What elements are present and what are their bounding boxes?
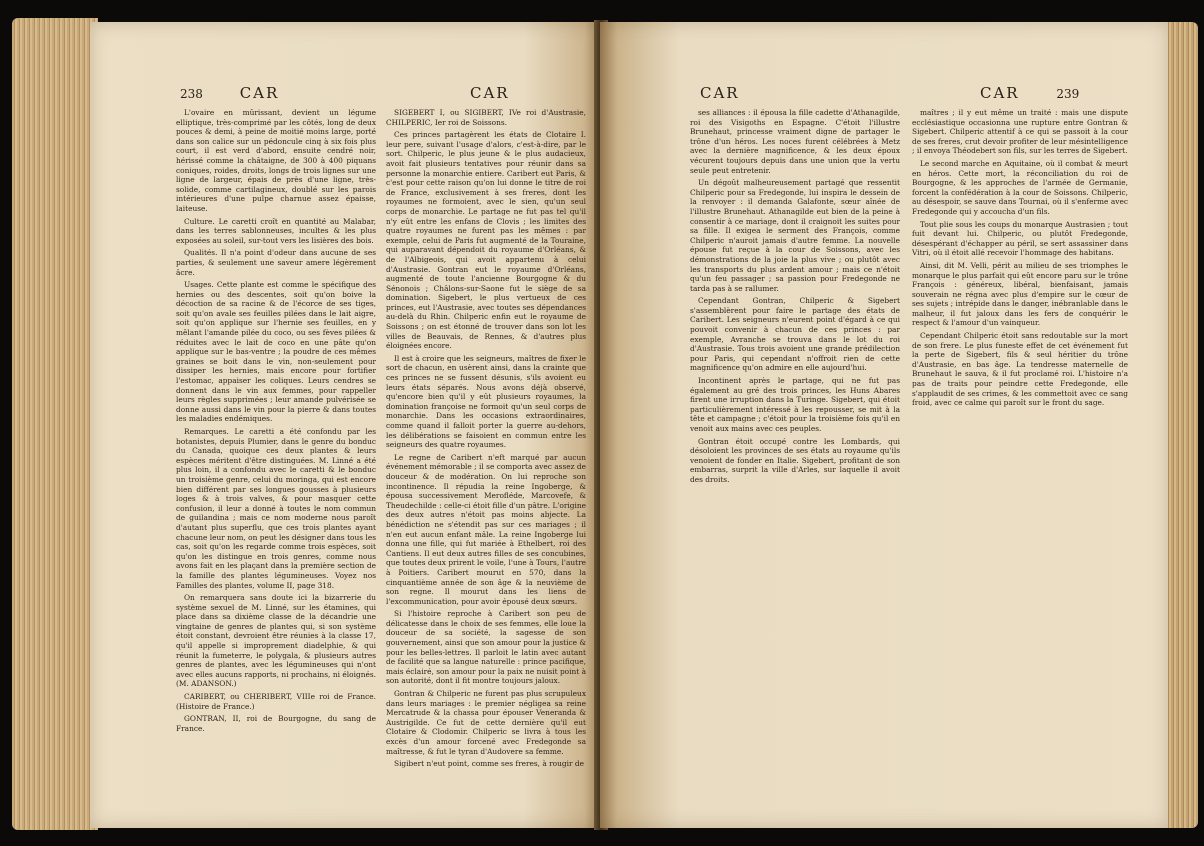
paragraph: Tout plie sous les coups du monarque Austrasien ; tout fuit devant lui. Chilperic, ou plutôt Fredegonde, désespérant d'échapper au péril, se sert assassiner dans Vitri, où il étoit allé recevoir l'hommage des habitans. — [912, 219, 1128, 258]
paragraph: maîtres ; il y eut même un traité : mais une dispute ecclésiastique occasionna une rupture entre Gontran & Sigebert. Chilperic attentif à ce qui se passoit à la cour de ses freres, crut devoir profiter de leur mésintelligence ; il envoya Théodebert son fils, sur les terres de Sigebert. — [912, 108, 1128, 156]
paragraph: On remarquera sans doute ici la bizarrerie du système sexuel de M. Linné, sur les étamines, qui place dans sa dixième classe de la décandrie une vingtaine de genres de plantes qui, si son système étoit constant, devroient être réunies à la classe 17, qu'il appelle si improprement diadelphie, & qui réunit la fumeterre, le polygala, & plusieurs autres genres de plantes, avec les légumineuses qui n'ont avec elles aucuns rapports, ni prochains, ni éloignés. (M. ADANSON.) — [176, 593, 376, 689]
paragraph: Gontran étoit occupé contre les Lombards, qui désoloient les provinces de ses états au royaume qu'ils venoient de fonder en Italie. Sigebert, profitant de son embarras, surprit la ville d'Arles, sur laquelle il avoit des droits. — [690, 436, 900, 484]
left-page-column-1 — [176, 108, 376, 808]
paragraph: Qualités. Il n'a point d'odeur dans aucune de ses parties, & seulement une saveur amere légèrement âcre. — [176, 248, 376, 277]
right-page-column-1 — [690, 108, 900, 808]
paragraph: SIGEBERT I, ou SIGIBERT, IVe roi d'Austrasie, CHILPERIC, Ier roi de Soissons. — [386, 108, 586, 127]
paragraph: Remarques. Le caretti a été confondu par les botanistes, depuis Plumier, dans le genre du bonduc du Canada, quoique ces deux plantes & leurs espèces méritent d'être distinguées. M. Linné a été plus loin, il a confondu avec le caretti & le bonduc un troisième genre, celui du moringa, qui est encore bien différent par ses longues gousses à plusieurs loges & à trois valves, & pour masquer cette confusion, il leur a donné à toutes le nom commun de guilandina ; mais ce nom moderne nous paroît d'autant plus superflu, que ces trois plantes ayant chacune leur nom, on peut les désigner dans tous les cas, soit qu'on les regarde comme trois espèces, soit qu'on les distingue en trois genres, comme nous avons fait en les plaçant dans la première section de la famille des plantes légumineuses. Voyez nos Familles des plantes, volume II, page 318. — [176, 427, 376, 590]
paragraph: Le second marche en Aquitaine, où il combat & meurt en héros. Cette mort, la réconciliation du roi de Bourgogne, & les approches de l'armée de Germanie, forcent la confédération à la cour de Soissons. Chilperic, au désespoir, se sauve dans Tournai, où il s'enferme avec Fredegonde qui y accoucha d'un fils. — [912, 158, 1128, 216]
open-book — [12, 8, 1198, 842]
paragraph: Si l'histoire reproche à Caribert son peu de délicatesse dans le choix de ses femmes, elle loue la douceur de sa société, la sagesse de son gouvernement, ainsi que son amour pour la justice & pour les belles-lettres. Il parloit le latin avec autant de facilité que sa langue naturelle : prince pacifique, mais éclairé, son amour pour la paix ne nuisit point à son autorité, dont il fit montre toujours jaloux. — [386, 609, 586, 686]
right-page-column-2 — [912, 108, 1128, 808]
paragraph: Usages. Cette plante est comme le spécifique des hernies ou des descentes, soit qu'on boive la décoction de sa racine & de l'écorce de ses tiges, soit qu'on avale ses feuilles pilées dans le lait aigre, soit qu'on applique sur l'hernie ses feuilles, en y mêlant l'amande pilée du coco, ou ses fèves pilées & réduites avec le lait de coco en une pâte qu'on applique sur le bas-ventre ; la poudre de ces mêmes graines se boit dans le vin, non-seulement pour dissiper les hernies, mais encore pour fortifier l'estomac, appaiser les coliques. Leurs cendres se donnent dans le vin aux femmes, pour rappeller leurs règles supprimées ; leur amande pulvérisée se donne aussi dans le vin pour la pierre & dans toutes les maladies endémiques. — [176, 280, 376, 424]
paragraph: Incontinent après le partage, qui ne fut pas également au gré des trois princes, les Huns Abares firent une irruption dans la Turinge. Sigebert, qui étoit particulièrement intéressé à les repousser, se mit à la tête et campagne ; c'étoit pour la troisième fois qu'il en venoit aux mains avec ces peuples. — [690, 376, 900, 433]
left-page-header — [180, 84, 279, 102]
right-page-edges — [1166, 22, 1198, 828]
left-running-head-1: CAR — [239, 84, 280, 102]
paragraph: Culture. Le caretti croît en quantité au Malabar, dans les terres sablonneuses, incultes & les plus exposées au soleil, sur-tout vers les lisières des bois. — [176, 216, 376, 245]
left-page-edges — [12, 18, 98, 830]
left-running-head-2: CAR — [470, 84, 510, 102]
paragraph: Cependant Gontran, Chilperic & Sigebert s'assemblèrent pour faire le partage des états de Caribert. Les seigneurs n'eurent point d'égard à ce qui pouvoit convenir à chacun de ces princes : par exemple, Avranche se trouva dans le lot du roi d'Austrasie. Tous trois avoient une grande prédilection pour Paris, qui cependant n'offroit rien de cette magnificence qu'on admire en elle aujourd'hui. — [690, 296, 900, 373]
paragraph: Cependant Chilperic étoit sans redoutable sur la mort de son frere. Le plus funeste effet de cet événement fut la perte de Sigebert, fils & seul héritier du trône d'Austrasie, en bas âge. La tendresse maternelle de Brunehaut le sauva, & il fut proclamé roi. L'histoire n'a pas de traits pour peindre cette Fredegonde, elle s'applaudit de ses crimes, & les commettoit avec ce sang froid, avec ce calme qui paroît sur le front du sage. — [912, 331, 1128, 408]
paragraph: Gontran & Chilperic ne furent pas plus scrupuleux dans leurs mariages : le premier négligea sa reine Mercatrude & la chassa pour épouser Veneranda & Austrigilde. Ce fut de cette dernière qu'il eut Clotaire & Clodomir. Chilperic se livra à tous les excès d'un amour forcené avec Fredegonde sa maîtresse, & fut le tyran d'Audovere sa femme. — [386, 689, 586, 756]
paragraph: GONTRAN, II, roi de Bourgogne, du sang de France. — [176, 714, 376, 733]
paragraph: Le regne de Caribert n'eft marqué par aucun événement mémorable ; il se comporta avec assez de douceur & de modération. On lui reproche son incontinence. Il répudia la reine Ingoberge, & épousa successivement Merofléde, Marcovefe, & Theudechilde : celle-ci étoit fille d'un pâtre. L'origine des deux autres n'étoit pas moins abjecte. La bénédiction ne s'étendit pas sur ces mariages ; il n'en eut aucun enfant mâle. La reine Ingoberge lui donna une fille, qui fut mariée à Ethelbert, roi des Cantiens. Il eut deux autres filles de ses concubines, que toutes deux prirent le voile, l'une à Tours, l'autre à Poitiers. Caribert mourut en 570, dans la cinquantième année de son âge & la neuvième de son regne. Il mourut dans les liens de l'excommunication, pour avoir épousé deux sœurs. — [386, 452, 586, 606]
paragraph: Ainsi, dit M. Velli, périt au milieu de ses triomphes le monarque le plus parfait qui eût encore paru sur le trône François : généreux, libéral, bienfaisant, jamais souverain ne régna avec plus d'empire sur le cœur de ses sujets ; intrépide dans le danger, inébranlable dans le malheur, il fut jaloux dans les fers de conquérir le respect & l'amour d'un vainqueur. — [912, 260, 1128, 328]
paragraph: Sigibert n'eut point, comme ses freres, à rougir de — [394, 759, 584, 769]
right-running-head-2: CAR — [980, 84, 1020, 102]
paragraph: L'ovaire en mûrissant, devient un légume elliptique, très-comprimé par les côtés, long de deux pouces & demi, à peine de moitié moins large, porté dans son calice sur un pédoncule cinq à six fois plus court, il est verd d'abord, ensuite cendré noir, hérissé comme la châtaigne, de 300 à 400 piquans coniques, roides, droits, longs de trois lignes sur une ligne de largeur, épais de près d'une ligne, très-solide, comme cartilagineux, doublé sur les parois intérieures d'une pulpe charnue assez épaisse, laiteuse. — [176, 108, 376, 213]
left-page-number: 238 — [180, 87, 203, 101]
paragraph: ses alliances : il épousa la fille cadette d'Athanagilde, roi des Visigoths en Espagne. C'étoit l'illustre Brunehaut, princesse vraiment digne de partager le trône d'un héros. Les noces furent célébrées à Metz avec la dernière magnificence, & les deux époux vécurent toujours depuis dans une union que la vertu seule peut entretenir. — [690, 108, 900, 175]
right-running-head-1: CAR — [700, 84, 740, 102]
left-page-column-2 — [386, 108, 586, 808]
paragraph: CARIBERT, ou CHERIBERT, VIIIe roi de France. (Histoire de France.) — [176, 692, 376, 711]
right-page-number: 239 — [1056, 87, 1080, 101]
paragraph: Il est à croire que les seigneurs, maîtres de fixer le sort de chacun, en usèrent ainsi, dans la crainte que ces princes ne se fussent désunis, s'ils avoient eu leurs états séparés. Nous avons déjà observé, qu'encore bien qu'il y eût plusieurs royaumes, la domination françoise ne formoit qu'un seul corps de monarchie. Dans les occasions extraordinaires, comme quand il falloit porter la guerre au-dehors, les délibérations se faisoient en commun entre les seigneurs des quatre royaumes. — [386, 353, 586, 450]
left-page — [90, 22, 600, 828]
right-page-header — [980, 84, 1079, 102]
paragraph: Un dégoût malheureusement partagé que ressentit Chilperic pour sa Fredegonde, lui inspira le dessein de la renvoyer : il demanda Galafonte, sœur aînée de l'illustre Brunehaut. Athanagilde eut bien de la peine à consentir à ce mariage, dont il craignoit les suites pour sa fille. Il exigea le serment des François, comme Chilperic n'auroit jamais d'autre femme. La nouvelle épouse fut reçue à la cour de Soissons, avec les démonstrations de la joie la plus vive ; ou plutôt avec les transports du plus ardent amour ; mais ce n'étoit qu'un feu passager ; sa passion pour Fredegonde ne tarda pas à se rallumer. — [690, 178, 900, 293]
right-page — [600, 22, 1168, 828]
paragraph: Ces princes partagèrent les états de Clotaire I. leur pere, suivant l'usage d'alors, c'est-à-dire, par le sort. Chilperic, le plus jeune & le plus audacieux, avoit fait plusieurs tentatives pour réunir dans sa personne la monarchie entiere. Caribert eut Paris, & c'est pour cette raison qu'on lui donne le titre de roi de France, exclusivement à ses freres, dont les royaumes ne formoient, avec le sien, qu'un seul corps de monarchie. Le partage ne fut pas tel qu'il n'y eût entre les enfans de Clovis ; les limites des quatre royaumes ne furent pas les mêmes : par exemple, celui de Paris fut augmenté de la Touraine, qui auparavant dépendoit du royaume d'Orléans, & de l'Albigeois, qui avoit appartenu à celui d'Austrasie. Gontran eut le royaume d'Orléans, augmenté de toute l'ancienne Bourgogne & du Sénonois ; Châlons-sur-Saone fut le siège de sa domination. Sigebert, le plus vertueux de ces princes, eut l'Austrasie, avec toutes ses dépendances au-delà du Rhin. Chilperic enfin eut le royaume de Soissons ; on est étonné de trouver dans son lot les villes de Beauvais, de Rennes, & d'autres plus éloignées encore. — [386, 130, 586, 351]
